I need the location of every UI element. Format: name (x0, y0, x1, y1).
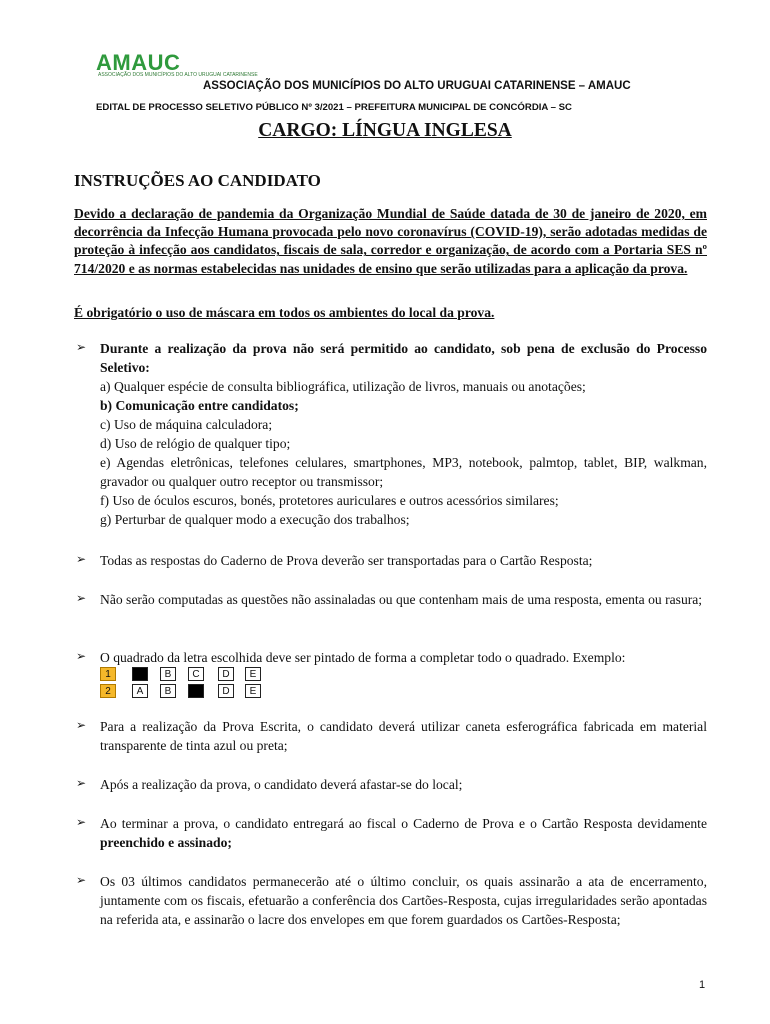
prohibition-b: b) Comunicação entre candidatos; (100, 398, 299, 413)
logo-wordmark: AMAUC (96, 50, 181, 75)
bullet-answers-transfer: Todas as respostas do Caderno de Prova deverão ser transportadas para o Cartão Resposta; (100, 553, 593, 568)
association-header: ASSOCIAÇÃO DOS MUNICÍPIOS DO ALTO URUGUAI CATARINENSE – AMAUC (203, 80, 631, 92)
example-number-cell: 2 (100, 684, 116, 698)
bullet-prohibitions (100, 339, 707, 529)
bullet-hand-in (100, 814, 707, 852)
bullet-arrow-icon: ➢ (76, 873, 87, 887)
bullet-arrow-icon: ➢ (76, 776, 87, 790)
bullet-arrow-icon: ➢ (76, 340, 87, 354)
example-option-cell: B (160, 684, 176, 698)
hand-in-bold: preenchido e assinado; (100, 835, 232, 850)
bullet-uncounted-questions: Não serão computadas as questões não assinaladas ou que contenham mais de uma resposta, ementa ou rasura; (100, 592, 703, 607)
cargo-title: CARGO: LÍNGUA INGLESA (258, 120, 512, 141)
example-filled-cell (132, 667, 148, 681)
example-number-cell: 1 (100, 667, 116, 681)
prohibition-g: g) Perturbar de qualquer modo a execução dos trabalhos; (100, 512, 410, 527)
hand-in-text: Ao terminar a prova, o candidato entregará ao fiscal o Caderno de Prova e o Cartão Resposta devidamente (100, 816, 707, 831)
example-option-cell: B (160, 667, 176, 681)
example-option-cell: D (218, 684, 234, 698)
intro-paragraph: Devido a declaração de pandemia da Organização Mundial de Saúde datada de 30 de janeiro de 2020, em decorrência da Infecção Humana provocada pelo novo coronavírus (COVID-19), serão adotadas medidas de proteção à infecção aos candidatos, fiscais de sala, corredor e organização, de acordo com a Portaria SES nº 714/2020 e as normas estabelecidas nas unidades de ensino que serão utilizadas para a aplicação da prova. (74, 206, 707, 276)
bullet-arrow-icon: ➢ (76, 815, 87, 829)
prohibition-a: a) Qualquer espécie de consulta bibliográfica, utilização de livros, manuais ou anotações; (100, 379, 586, 394)
bullet-fill-square: O quadrado da letra escolhida deve ser pintado de forma a completar todo o quadrado. Exemplo: (100, 650, 626, 665)
amauc-logo (96, 50, 258, 82)
prohibitions-heading: Durante a realização da prova não será permitido ao candidato, sob pena de exclusão do Processo Seletivo: (100, 341, 707, 375)
bullet-leave-premises: Após a realização da prova, o candidato deverá afastar-se do local; (100, 777, 463, 792)
prohibition-e: e) Agendas eletrônicas, telefones celulares, smartphones, MP3, notebook, palmtop, tablet, BIP, walkman, gravador ou qualquer outro receptor ou transmissor; (100, 455, 707, 489)
prohibition-f: f) Uso de óculos escuros, bonés, protetores auriculares e outros acessórios similares; (100, 493, 559, 508)
bullet-arrow-icon: ➢ (76, 718, 87, 732)
bullet-arrow-icon: ➢ (76, 591, 87, 605)
instructions-title: INSTRUÇÕES AO CANDIDATO (74, 171, 321, 190)
example-filled-cell (188, 684, 204, 698)
bullet-last-candidates: Os 03 últimos candidatos permanecerão até o último concluir, os quais assinarão a ata de encerramento, juntamente com os fiscais, efetuarão a conferência dos Cartões-Resposta, cujas irregularidades serão apontadas na referida ata, e assinarão o lacre dos envelopes em que forem guardados os Cartões-Resposta; (100, 874, 707, 927)
example-option-cell: C (188, 667, 204, 681)
bullet-arrow-icon: ➢ (76, 649, 87, 663)
example-option-cell: E (245, 684, 261, 698)
bullet-arrow-icon: ➢ (76, 552, 87, 566)
prohibition-d: d) Uso de relógio de qualquer tipo; (100, 436, 291, 451)
mask-notice: É obrigatório o uso de máscara em todos os ambientes do local da prova. (74, 305, 495, 320)
prohibition-c: c) Uso de máquina calculadora; (100, 417, 273, 432)
page-number: 1 (699, 979, 706, 991)
example-option-cell: D (218, 667, 234, 681)
bullet-pen-requirement: Para a realização da Prova Escrita, o candidato deverá utilizar caneta esferográfica fabricada em material transparente de tinta azul ou preta; (100, 719, 707, 753)
logo-subtitle: ASSOCIAÇÃO DOS MUNICÍPIOS DO ALTO URUGUAI CATARINENSE (98, 72, 258, 78)
example-option-cell: E (245, 667, 261, 681)
edital-header: EDITAL DE PROCESSO SELETIVO PÚBLICO Nº 3/2021 – PREFEITURA MUNICIPAL DE CONCÓRDIA – SC (96, 102, 572, 113)
example-option-cell: A (132, 684, 148, 698)
